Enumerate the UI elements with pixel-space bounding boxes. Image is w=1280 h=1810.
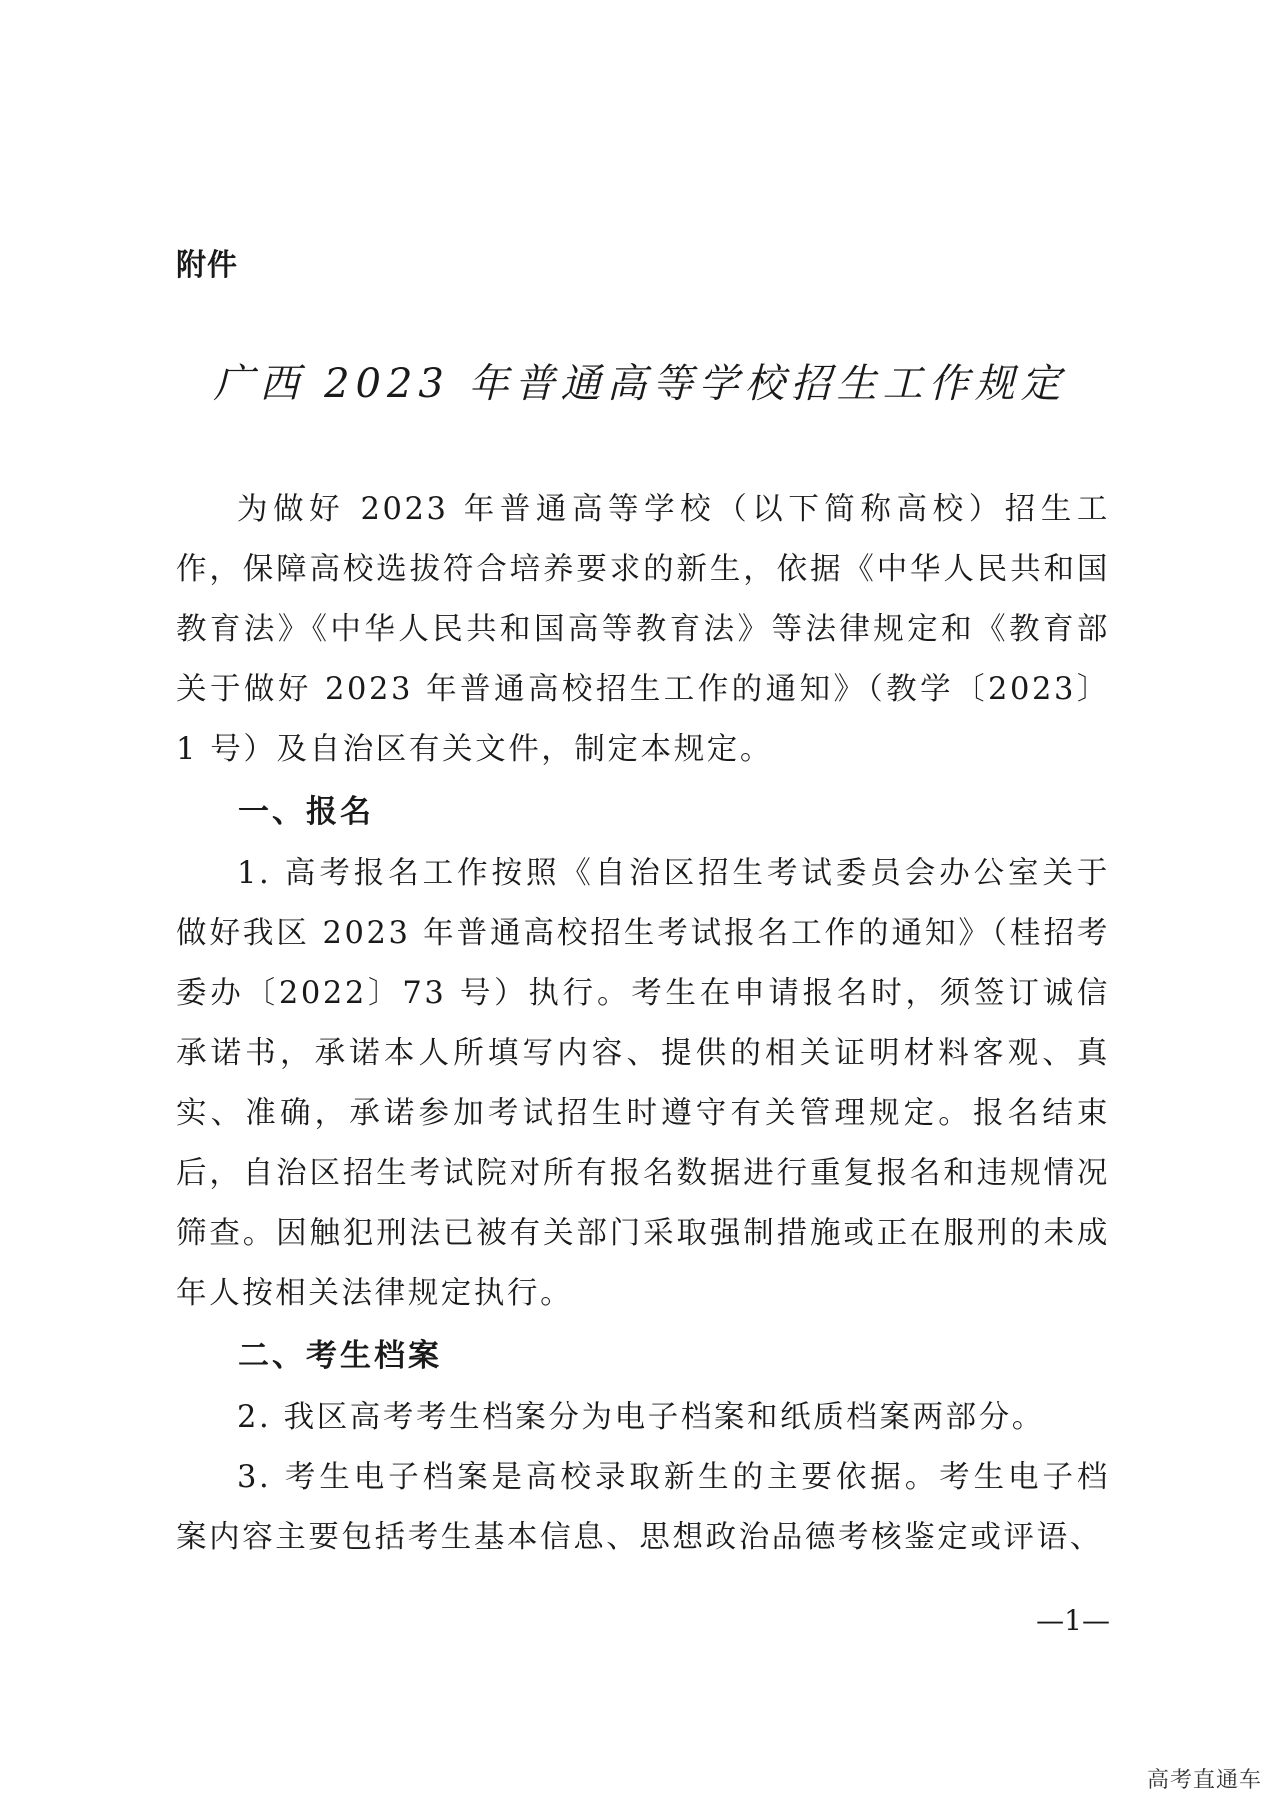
- document-title: 广西 2023 年普通高等学校招生工作规定: [213, 361, 1067, 407]
- section-heading-student-files: 二、考生档案: [238, 1338, 442, 1374]
- section-heading-registration: 一、报名: [238, 794, 374, 830]
- intro-paragraph: 为做好 2023 年普通高等学校（以下简称高校）招生工作，保障高校选拔符合培养要求的新生，依据《中华人民共和国教育法》《中华人民共和国高等教育法》等法律规定和《教育部关于做好 2023 年普通高校招生工作的通知》（教学〔2023〕1 号）及自治区有关文件，制定本规定。: [176, 492, 1110, 767]
- watermark: 高考直通车: [1146, 1768, 1262, 1793]
- document-body: [176, 480, 1110, 1568]
- page-number: —1—: [1036, 1604, 1110, 1637]
- paragraph-3: 3. 考生电子档案是高校录取新生的主要依据。考生电子档案内容主要包括考生基本信息、思想政治品德考核鉴定或评语、: [176, 1460, 1110, 1555]
- paragraph-1: 1. 高考报名工作按照《自治区招生考试委员会办公室关于做好我区 2023 年普通高校招生考试报名工作的通知》（桂招考委办〔2022〕73 号）执行。考生在申请报名时，须签订诚信承诺书，承诺本人所填写内容、提供的相关证明材料客观、真实、准确，承诺参加考试招生时遵守有关管理规定。报名结束后，自治区招生考试院对所有报名数据进行重复报名和违规情况筛查。因触犯刑法已被有关部门采取强制措施或正在服刑的未成年人按相关法律规定执行。: [176, 856, 1110, 1311]
- paragraph-2: 2. 我区高考考生档案分为电子档案和纸质档案两部分。: [237, 1400, 1045, 1435]
- attachment-label: 附件: [176, 248, 238, 283]
